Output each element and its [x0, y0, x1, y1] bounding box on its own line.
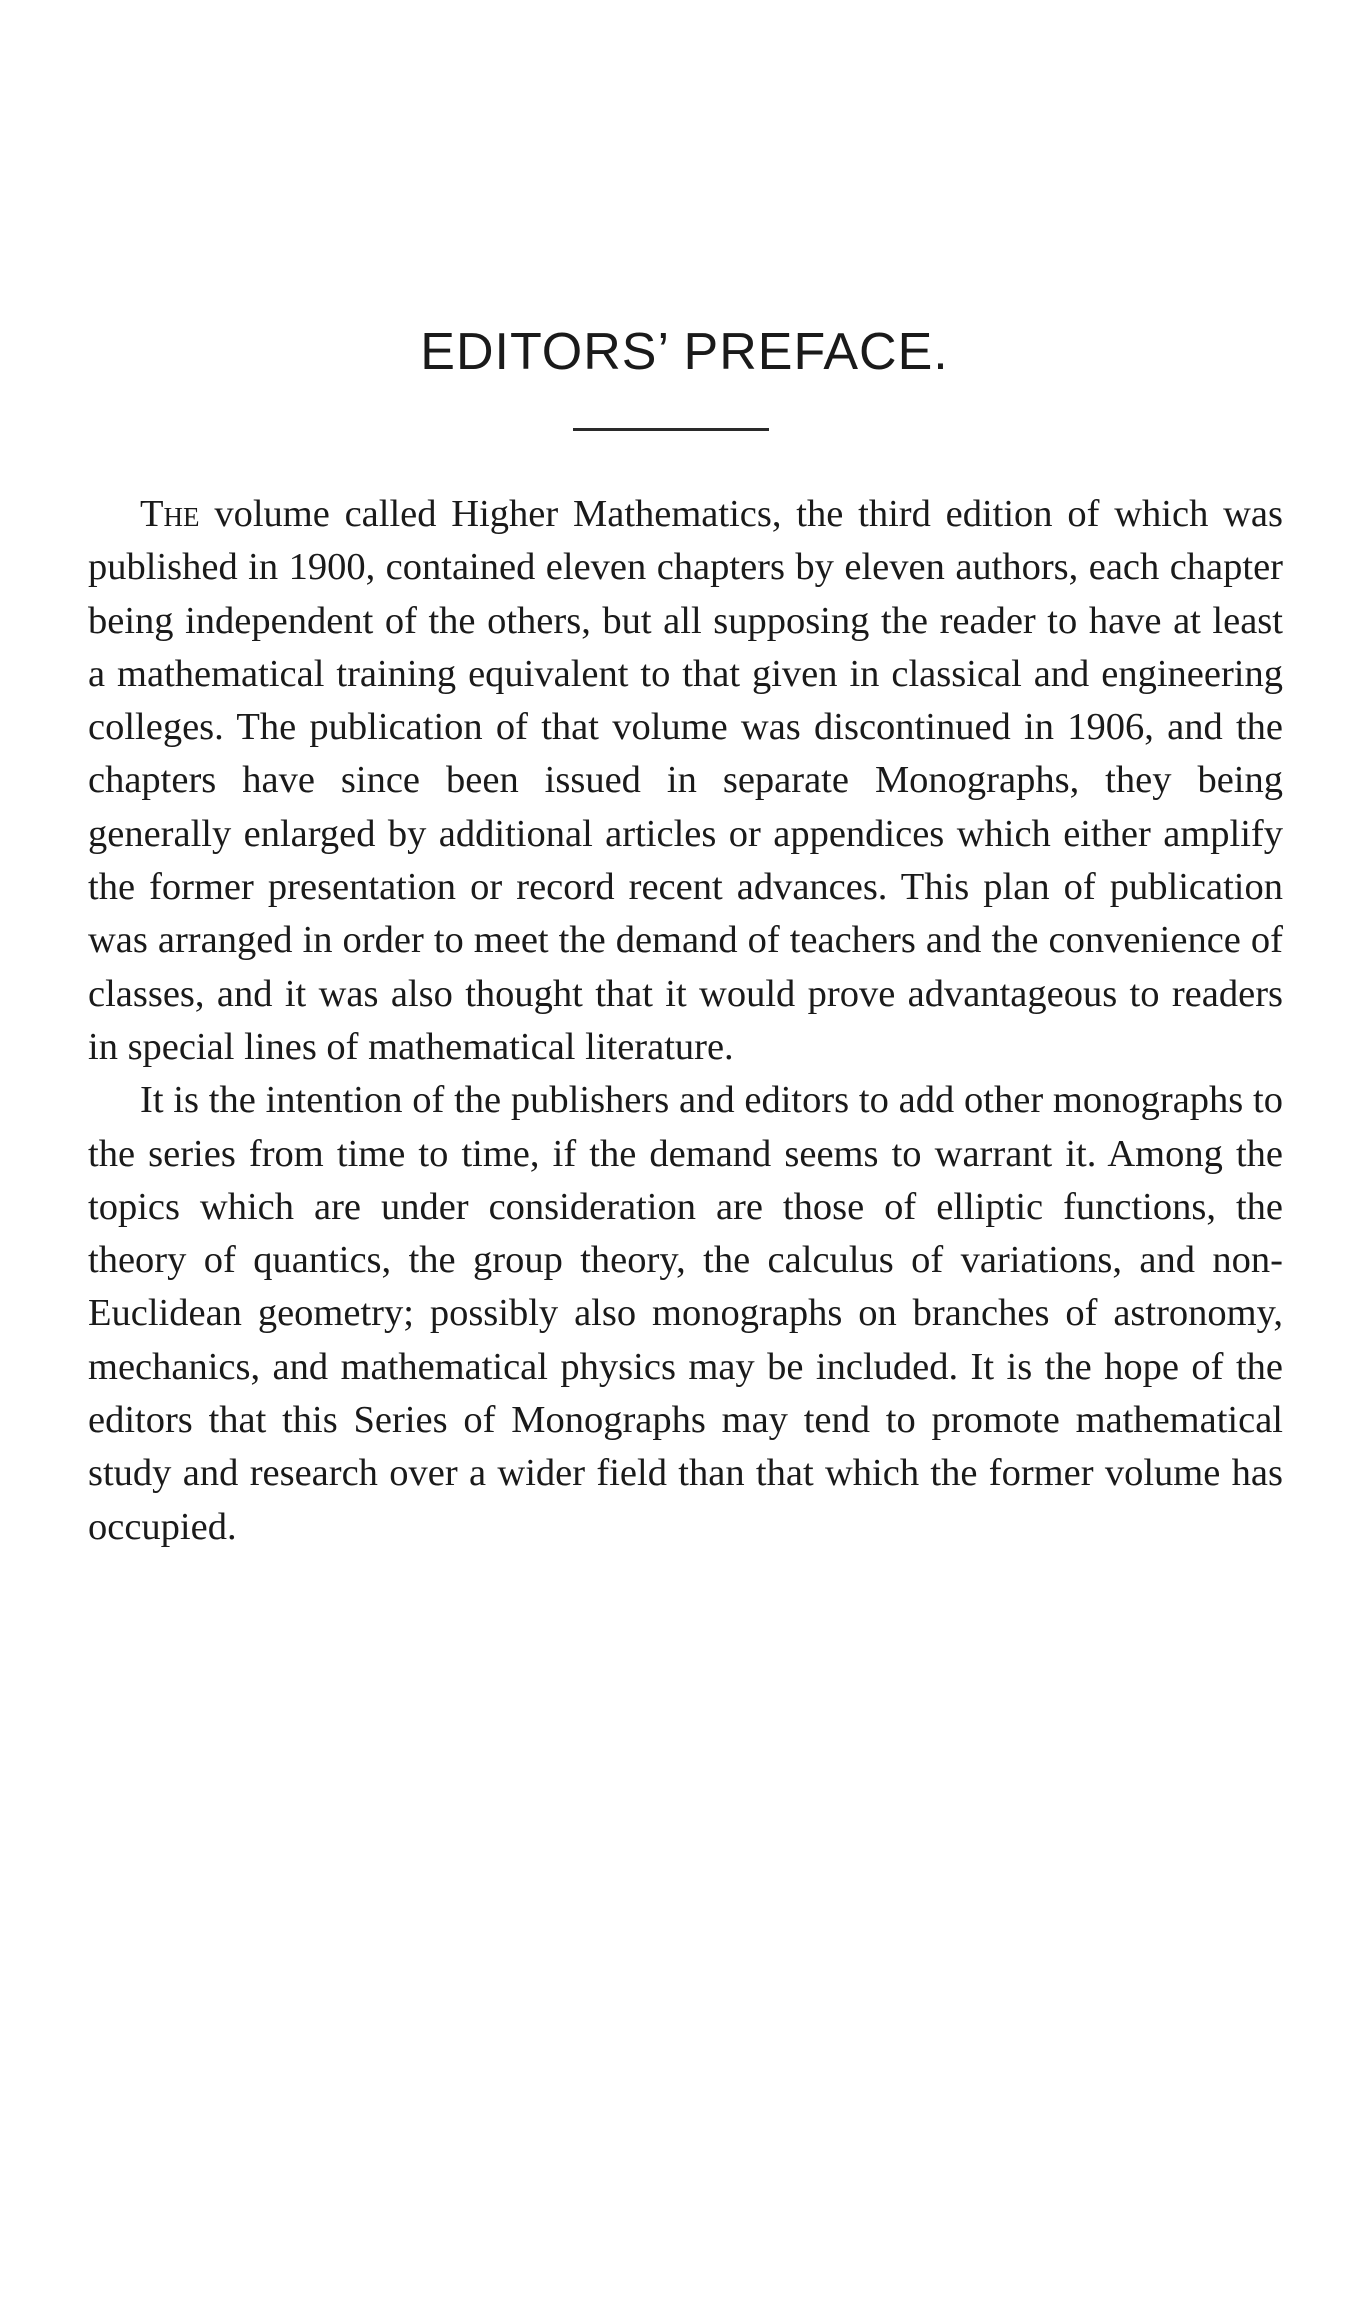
paragraph-1-text: volume called Higher Mathematics, the third edition of which was published in 1900, contained eleven chapters by eleven authors, each chapter being independent of the others, but all supposing the reader to have at least a mathematical training equivalent to that given in classical and engineering colleges. The publication of that volume was discontinued in 1906, and the chapters have since been issued in separate Monographs, they being generally enlarged by additional articles or appendices which either amplify the former presentation or record recent advances. This plan of publication was arranged in order to meet the demand of teachers and the convenience of classes, and it was also thought that it would prove advantageous to readers in special lines of mathematical literature.: [88, 493, 1283, 1068]
preface-body: [88, 488, 1283, 1554]
paragraph-1-lead-word: The: [140, 493, 200, 535]
title-divider: [573, 428, 769, 431]
page-title: EDITORS’ PREFACE.: [420, 323, 949, 381]
paragraph-2: It is the intention of the publishers and editors to add other monographs to the series from time to time, if the demand seems to warrant it. Among the topics which are under consideration are those of elliptic functions, the theory of quantics, the group theory, the calculus of variations, and non-Euclidean geometry; possibly also monographs on branches of astronomy, mechanics, and mathematical physics may be included. It is the hope of the editors that this Series of Monographs may tend to promote mathematical study and research over a wider field than that which the former volume has occupied.: [88, 1079, 1283, 1548]
paragraph-1: [88, 488, 1283, 1074]
